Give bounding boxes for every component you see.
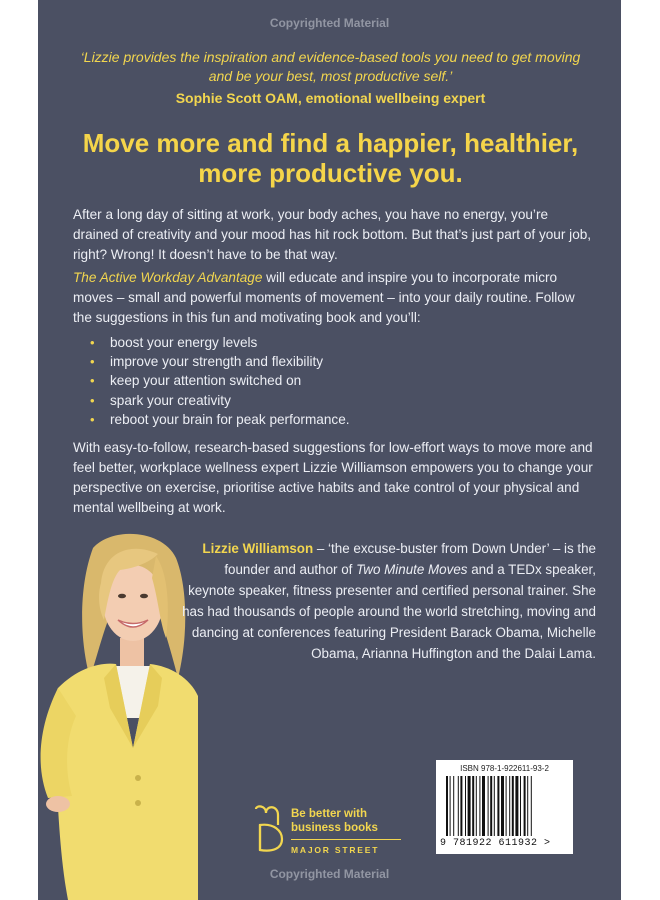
barcode-digits: 9 781922 611932 >: [440, 838, 551, 849]
watermark-top: Copyrighted Material: [269, 16, 390, 30]
author-bio: Lizzie Williamson – ‘the excuse-buster from Down Under’ – is the founder and author of Two Minute Moves and a TEDx speaker, keynote speaker, fitness presenter and certified personal trainer. She has had thousands of people around the world stretching, moving and dancing at conferences featuring President Barack Obama, Michelle Obama, Arianna Huffington and the Dalai Lama.: [182, 541, 596, 661]
benefits-list: [90, 333, 350, 429]
bullet-dot-icon: •: [90, 411, 95, 427]
headline-line-2: more productive you.: [198, 158, 463, 188]
book-description-paragraph: [73, 268, 593, 328]
bullet-dot-icon: •: [90, 354, 95, 370]
headline-line-1: Move more and find a happier, healthier,: [82, 128, 579, 158]
endorsement-quote: ‘Lizzie provides the inspiration and evidence-based tools you need to get moving and be your best, most productive self.’: [80, 49, 581, 84]
publisher-logo-icon: [252, 803, 286, 853]
benefit-item: • boost your energy levels: [90, 333, 350, 352]
summary-paragraph: With easy-to-follow, research-based suggestions for low-effort ways to move more and feel better, workplace wellness expert Lizzie Williamson empowers you to change your perspective on exercise, prioritise active habits and take control of your physical and mental wellbeing at work.: [73, 440, 593, 515]
book-title: The Active Workday Advantage: [73, 270, 263, 285]
book-description-text: will educate and inspire you to incorporate micro moves – small and powerful moments of movement – into your daily routine. Follow the suggestions in this fun and motivating book and you’ll:: [73, 270, 575, 325]
headline: [68, 128, 593, 188]
other-book-title: Two Minute Moves: [356, 562, 468, 577]
publisher-divider: [291, 839, 401, 840]
publisher-tagline: Be better with business books: [291, 808, 378, 834]
benefit-item: • keep your attention switched on: [90, 371, 350, 390]
intro-paragraph: After a long day of sitting at work, your body aches, you have no energy, you’re drained of creativity and your mood has hit rock bottom. But that’s just part of your job, right? Wrong! It doesn’t have to be that way.: [73, 207, 592, 262]
watermark-bottom: Copyrighted Material: [269, 867, 390, 881]
author-name: Lizzie Williamson: [202, 541, 314, 556]
benefit-item: • spark your creativity: [90, 391, 350, 410]
book-back-cover: [38, 0, 621, 900]
bullet-dot-icon: •: [90, 335, 95, 350]
benefit-item: • reboot your brain for peak performance.: [90, 410, 350, 429]
barcode-bars-icon: [446, 776, 564, 836]
benefit-item: • improve your strength and flexibility: [90, 352, 350, 371]
isbn-barcode: [436, 760, 573, 854]
bullet-dot-icon: •: [90, 392, 95, 408]
publisher-name: MAJOR STREET: [291, 845, 380, 855]
endorsement-author: Sophie Scott OAM, emotional wellbeing expert: [175, 90, 486, 106]
isbn-label: ISBN 978-1-922611-93-2: [460, 764, 549, 773]
bullet-dot-icon: •: [90, 373, 95, 389]
author-photo: [38, 528, 198, 900]
